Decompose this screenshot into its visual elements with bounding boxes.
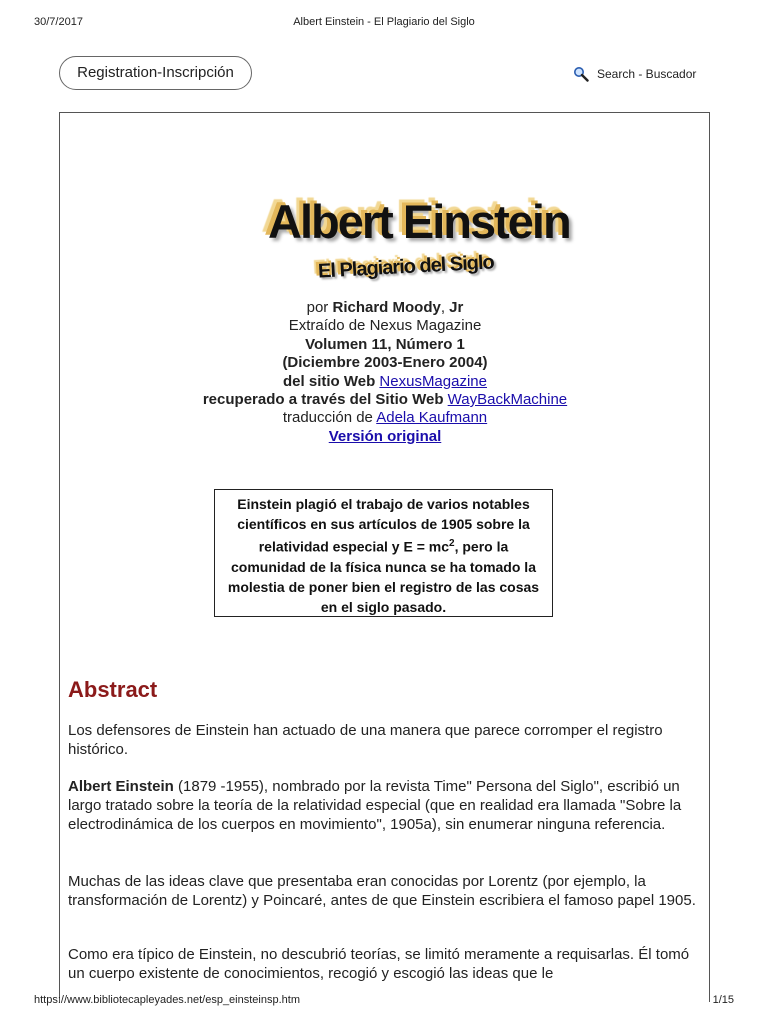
byline-recovered-prefix: recuperado a través del Sitio Web	[202, 391, 444, 409]
wayback-machine-link[interactable]: WayBackMachine	[447, 391, 568, 409]
translator-link[interactable]: Adela Kaufmann	[376, 409, 488, 427]
search-label: Search - Buscador	[597, 67, 697, 81]
byline-por: por	[306, 299, 329, 316]
byline-site-prefix: del sitio Web	[283, 372, 376, 390]
print-header	[0, 16, 768, 32]
abstract-paragraph-2	[68, 777, 708, 834]
quote-box	[214, 489, 553, 617]
abstract-heading: Abstract	[68, 677, 158, 702]
byline-author-suffix: Jr	[449, 299, 464, 316]
original-version-link[interactable]: Versión original	[328, 427, 442, 445]
byline-date: (Diciembre 2003-Enero 2004)	[282, 354, 488, 372]
print-title: Albert Einstein - El Plagiario del Siglo	[293, 16, 475, 28]
abstract-paragraph-3: Muchas de las ideas clave que presentaba eran conocidas por Lorentz (por ejemplo, la transformación de Lorentz) y Poincaré, antes de que Einstein escribiera el famoso papel 1905.	[68, 873, 696, 909]
byline-author-line: por Richard Moody, Jr	[306, 299, 464, 316]
byline	[60, 299, 710, 446]
quote-text-after: , pero la comunidad de la física nunca se ha tomado la molestia de poner bien el registro de las cosas en el siglo pasado.	[227, 538, 540, 615]
logo-title: Albert Einstein	[268, 195, 570, 248]
abstract-paragraph-4: Como era típico de Einstein, no descubrió teorías, se limitó meramente a requisarlas. Él tomó un cuerpo existente de conocimientos, recogió y escogió las ideas que le	[68, 946, 690, 982]
nexus-magazine-link[interactable]: NexusMagazine	[379, 372, 487, 390]
quote-superscript: 2	[449, 538, 455, 549]
registration-button[interactable]: Registration-Inscripción	[59, 56, 252, 90]
print-url: https://www.bibliotecapleyades.net/esp_einsteinsp.htm	[34, 994, 300, 1006]
search-link[interactable]	[573, 64, 696, 84]
paragraph-2-bold: Albert Einstein	[68, 778, 174, 795]
byline-extracted: Extraído de Nexus Magazine	[288, 317, 482, 335]
abstract-paragraph-1: Los defensores de Einstein han actuado de una manera que parece corromper el registro histórico.	[68, 722, 663, 758]
byline-author: Richard Moody	[332, 299, 441, 316]
print-footer	[0, 994, 768, 1010]
paragraph-2-rest: (1879 -1955), nombrado por la revista Time" Persona del Siglo", escribió un largo tratado sobre la teoría de la relatividad especial (que en realidad era llamada "Sobre la electrodinámica de los cuerpos en movimiento", 1905a), sin enumerar ninguna referencia.	[68, 778, 682, 833]
byline-volume: Volumen 11, Número 1	[305, 335, 465, 353]
quote-text-before: Einstein plagió el trabajo de varios notables científicos en sus artículos de 1905 sobre la relatividad especial y E = mc	[237, 496, 530, 555]
byline-translation-prefix: traducción de	[282, 409, 373, 427]
print-page-number: 1/15	[712, 994, 734, 1006]
logo-subtitle: El Plagiario del Siglo	[317, 251, 495, 283]
print-date: 30/7/2017	[34, 16, 83, 28]
magnifier-icon	[573, 66, 589, 82]
